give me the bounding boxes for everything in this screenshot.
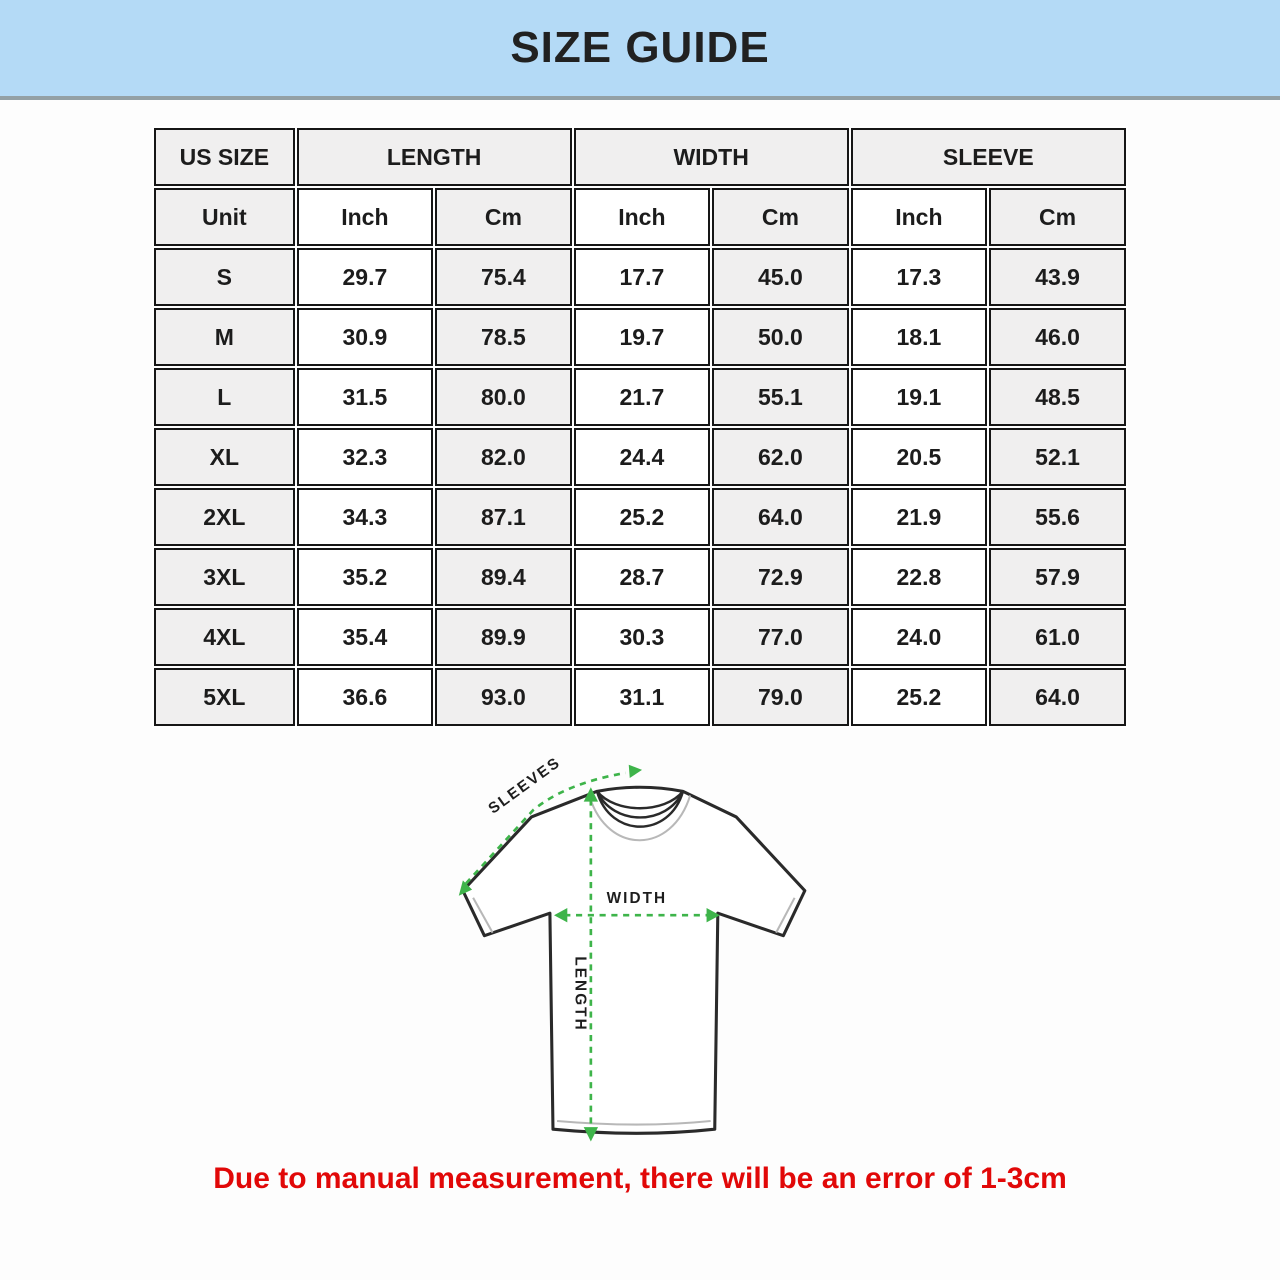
value-cell: 79.0	[712, 668, 849, 726]
value-cell: 64.0	[712, 488, 849, 546]
size-label: M	[154, 308, 295, 366]
size-label: S	[154, 248, 295, 306]
col-header-us-size: US SIZE	[154, 128, 295, 186]
size-label: 4XL	[154, 608, 295, 666]
size-label: 3XL	[154, 548, 295, 606]
value-cell: 80.0	[435, 368, 572, 426]
measurement-error-note: Due to manual measurement, there will be an error of 1-3cm	[213, 1162, 1067, 1195]
value-cell: 32.3	[297, 428, 434, 486]
table-row	[154, 608, 1126, 666]
value-cell: 46.0	[989, 308, 1126, 366]
value-cell: 24.0	[851, 608, 988, 666]
value-cell: 28.7	[574, 548, 711, 606]
value-cell: 20.5	[851, 428, 988, 486]
value-cell: 78.5	[435, 308, 572, 366]
value-cell: 55.1	[712, 368, 849, 426]
table-row	[154, 548, 1126, 606]
unit-cell: Inch	[574, 188, 711, 246]
value-cell: 18.1	[851, 308, 988, 366]
value-cell: 31.5	[297, 368, 434, 426]
size-label: 5XL	[154, 668, 295, 726]
unit-cell: Inch	[297, 188, 434, 246]
table-row	[154, 668, 1126, 726]
value-cell: 57.9	[989, 548, 1126, 606]
value-cell: 64.0	[989, 668, 1126, 726]
value-cell: 93.0	[435, 668, 572, 726]
unit-cell: Cm	[435, 188, 572, 246]
unit-cell: Inch	[851, 188, 988, 246]
value-cell: 87.1	[435, 488, 572, 546]
value-cell: 29.7	[297, 248, 434, 306]
unit-row	[154, 188, 1126, 246]
value-cell: 89.4	[435, 548, 572, 606]
value-cell: 89.9	[435, 608, 572, 666]
tshirt-measurement-diagram	[0, 740, 1280, 1158]
value-cell: 61.0	[989, 608, 1126, 666]
value-cell: 75.4	[435, 248, 572, 306]
value-cell: 34.3	[297, 488, 434, 546]
unit-row-label: Unit	[154, 188, 295, 246]
value-cell: 24.4	[574, 428, 711, 486]
page-title: SIZE GUIDE	[510, 23, 770, 72]
table-header-row	[154, 128, 1126, 186]
unit-cell: Cm	[712, 188, 849, 246]
table-row	[154, 248, 1126, 306]
unit-cell: Cm	[989, 188, 1126, 246]
header-banner	[0, 0, 1280, 100]
length-label: LENGTH	[571, 956, 589, 1032]
value-cell: 17.3	[851, 248, 988, 306]
table-row	[154, 488, 1126, 546]
sleeves-label: SLEEVES	[485, 753, 565, 818]
table-row	[154, 368, 1126, 426]
value-cell: 30.3	[574, 608, 711, 666]
value-cell: 82.0	[435, 428, 572, 486]
value-cell: 62.0	[712, 428, 849, 486]
value-cell: 21.7	[574, 368, 711, 426]
tshirt-diagram-svg	[425, 740, 855, 1158]
col-header-width: WIDTH	[574, 128, 849, 186]
value-cell: 22.8	[851, 548, 988, 606]
size-label: XL	[154, 428, 295, 486]
value-cell: 25.2	[574, 488, 711, 546]
value-cell: 50.0	[712, 308, 849, 366]
value-cell: 55.6	[989, 488, 1126, 546]
value-cell: 45.0	[712, 248, 849, 306]
value-cell: 35.4	[297, 608, 434, 666]
table-row	[154, 428, 1126, 486]
value-cell: 52.1	[989, 428, 1126, 486]
value-cell: 31.1	[574, 668, 711, 726]
value-cell: 72.9	[712, 548, 849, 606]
value-cell: 21.9	[851, 488, 988, 546]
table-row	[154, 308, 1126, 366]
value-cell: 36.6	[297, 668, 434, 726]
col-header-length: LENGTH	[297, 128, 572, 186]
size-label: L	[154, 368, 295, 426]
value-cell: 17.7	[574, 248, 711, 306]
value-cell: 19.1	[851, 368, 988, 426]
value-cell: 25.2	[851, 668, 988, 726]
col-header-sleeve: SLEEVE	[851, 128, 1126, 186]
size-label: 2XL	[154, 488, 295, 546]
value-cell: 19.7	[574, 308, 711, 366]
value-cell: 30.9	[297, 308, 434, 366]
size-guide-table	[152, 126, 1128, 728]
width-label: WIDTH	[606, 889, 668, 907]
value-cell: 77.0	[712, 608, 849, 666]
value-cell: 48.5	[989, 368, 1126, 426]
value-cell: 35.2	[297, 548, 434, 606]
value-cell: 43.9	[989, 248, 1126, 306]
